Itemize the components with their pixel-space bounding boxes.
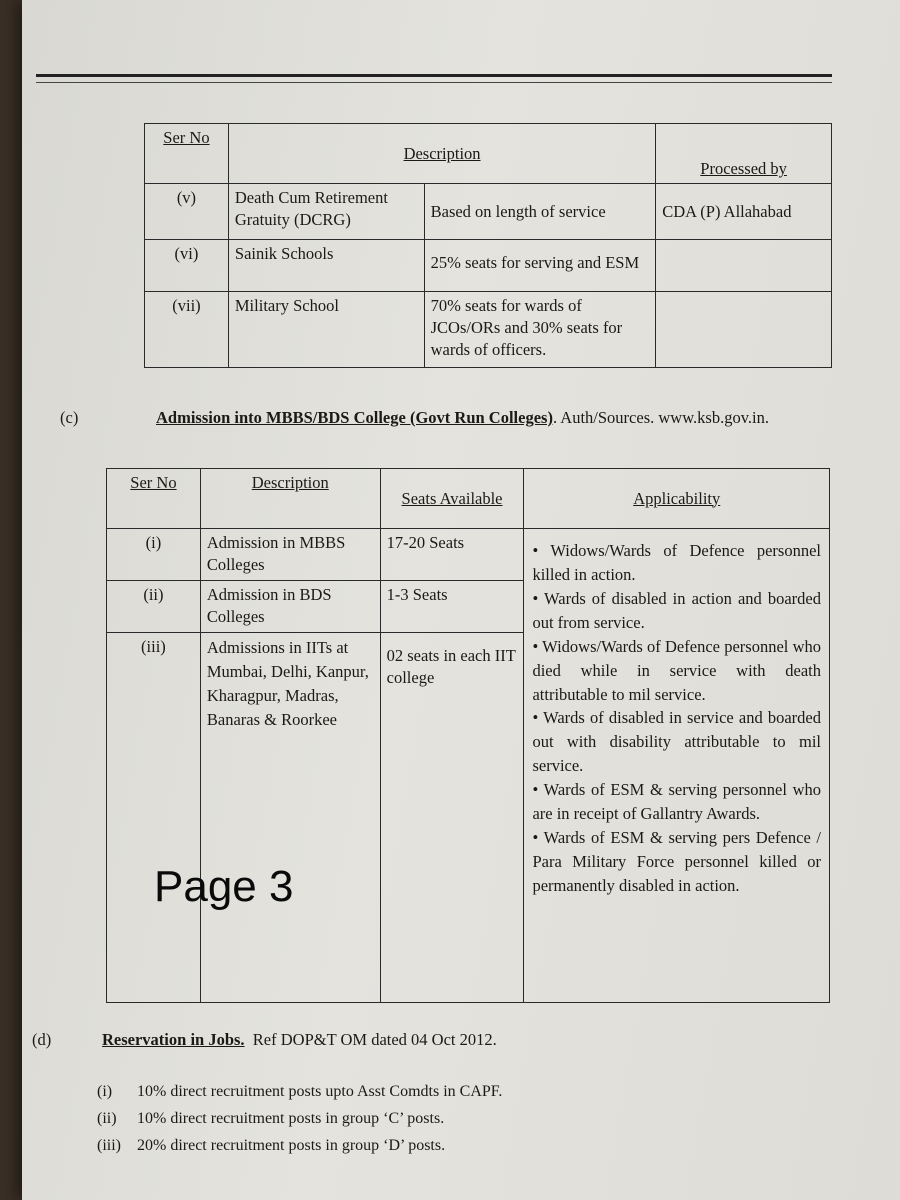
row-seats: 17-20 Seats bbox=[380, 529, 524, 581]
list-item-text: 10% direct recruitment posts upto Asst Comdts in CAPF. bbox=[137, 1083, 503, 1100]
row-detail: Based on length of service bbox=[424, 184, 656, 240]
table-row bbox=[145, 184, 832, 240]
row-item: Military School bbox=[228, 292, 424, 368]
section-c-title: Admission into MBBS/BDS College (Govt Run Colleges) bbox=[156, 408, 553, 427]
document-page bbox=[22, 0, 900, 1200]
table-header-row bbox=[107, 469, 830, 529]
section-d-title: Reservation in Jobs. bbox=[102, 1030, 245, 1049]
applicability-cell bbox=[524, 529, 830, 1003]
applicability-item: • Widows/Wards of Defence personnel who died while in service with death attributable to mil service. bbox=[532, 636, 821, 704]
row-processed bbox=[656, 292, 832, 368]
row-detail: 25% seats for serving and ESM bbox=[424, 240, 656, 292]
page-number-overlay: Page 3 bbox=[154, 862, 294, 911]
row-processed bbox=[656, 240, 832, 292]
header-ser-no: Ser No bbox=[107, 469, 201, 529]
row-ser: (v) bbox=[145, 184, 229, 240]
list-item bbox=[97, 1110, 444, 1128]
table-row bbox=[107, 529, 830, 581]
list-item-number: (ii) bbox=[97, 1110, 117, 1127]
applicability-item: • Widows/Wards of Defence personnel killed in action. bbox=[532, 541, 821, 584]
benefits-table bbox=[144, 123, 832, 368]
admission-table bbox=[106, 468, 830, 1003]
section-d-ref: Ref DOP&T OM dated 04 Oct 2012. bbox=[252, 1030, 497, 1049]
list-item-text: 20% direct recruitment posts in group ‘D’ posts. bbox=[137, 1137, 446, 1154]
row-processed: CDA (P) Allahabad bbox=[656, 184, 832, 240]
row-seats: 1-3 Seats bbox=[380, 581, 524, 633]
row-seats: 02 seats in each IIT college bbox=[380, 633, 524, 1003]
table-row bbox=[145, 240, 832, 292]
list-item bbox=[97, 1137, 445, 1155]
section-c-suffix: . Auth/Sources. www.ksb.gov.in. bbox=[552, 408, 769, 427]
row-ser: (i) bbox=[107, 529, 201, 581]
list-item bbox=[97, 1083, 502, 1101]
header-ser-no: Ser No bbox=[145, 124, 229, 184]
row-desc: Admission in MBBS Colleges bbox=[200, 529, 380, 581]
section-c-heading bbox=[156, 408, 769, 428]
header-applicability: Applicability bbox=[524, 469, 830, 529]
header-processed-by: Processed by bbox=[656, 124, 832, 184]
list-item-text: 10% direct recruitment posts in group ‘C’ posts. bbox=[137, 1110, 445, 1127]
row-desc: Admissions in IITs at Mumbai, Delhi, Kanpur, Kharagpur, Madras, Banaras & Roorkee bbox=[200, 633, 380, 1003]
row-ser: (vi) bbox=[145, 240, 229, 292]
header-rule-thin bbox=[36, 82, 832, 83]
applicability-item: • Wards of disabled in service and boarded out with disability attributable to mil service. bbox=[532, 708, 821, 776]
header-rule bbox=[36, 74, 832, 77]
section-d-heading bbox=[102, 1030, 497, 1050]
list-item-number: (i) bbox=[97, 1083, 113, 1100]
section-c-marker: (c) bbox=[60, 408, 79, 427]
row-item: Sainik Schools bbox=[228, 240, 424, 292]
row-ser: (vii) bbox=[145, 292, 229, 368]
row-detail: 70% seats for wards of JCOs/ORs and 30% seats for wards of officers. bbox=[424, 292, 656, 368]
table-row bbox=[145, 292, 832, 368]
header-seats: Seats Available bbox=[380, 469, 524, 529]
applicability-item: • Wards of ESM & serving pers Defence / Para Military Force personnel killed or permanently disabled in action. bbox=[532, 828, 821, 895]
row-ser: (iii) bbox=[107, 633, 201, 1003]
header-description: Description bbox=[228, 124, 655, 184]
header-description: Description bbox=[200, 469, 380, 529]
section-d-marker: (d) bbox=[32, 1030, 52, 1049]
applicability-item: • Wards of ESM & serving personnel who are in receipt of Gallantry Awards. bbox=[532, 780, 821, 824]
list-item-number: (iii) bbox=[97, 1137, 121, 1154]
row-desc: Admission in BDS Colleges bbox=[200, 581, 380, 633]
row-item: Death Cum Retirement Gratuity (DCRG) bbox=[228, 184, 424, 240]
row-ser: (ii) bbox=[107, 581, 201, 633]
table-header-row bbox=[145, 124, 832, 184]
applicability-item: • Wards of disabled in action and boarded out from service. bbox=[532, 588, 821, 632]
